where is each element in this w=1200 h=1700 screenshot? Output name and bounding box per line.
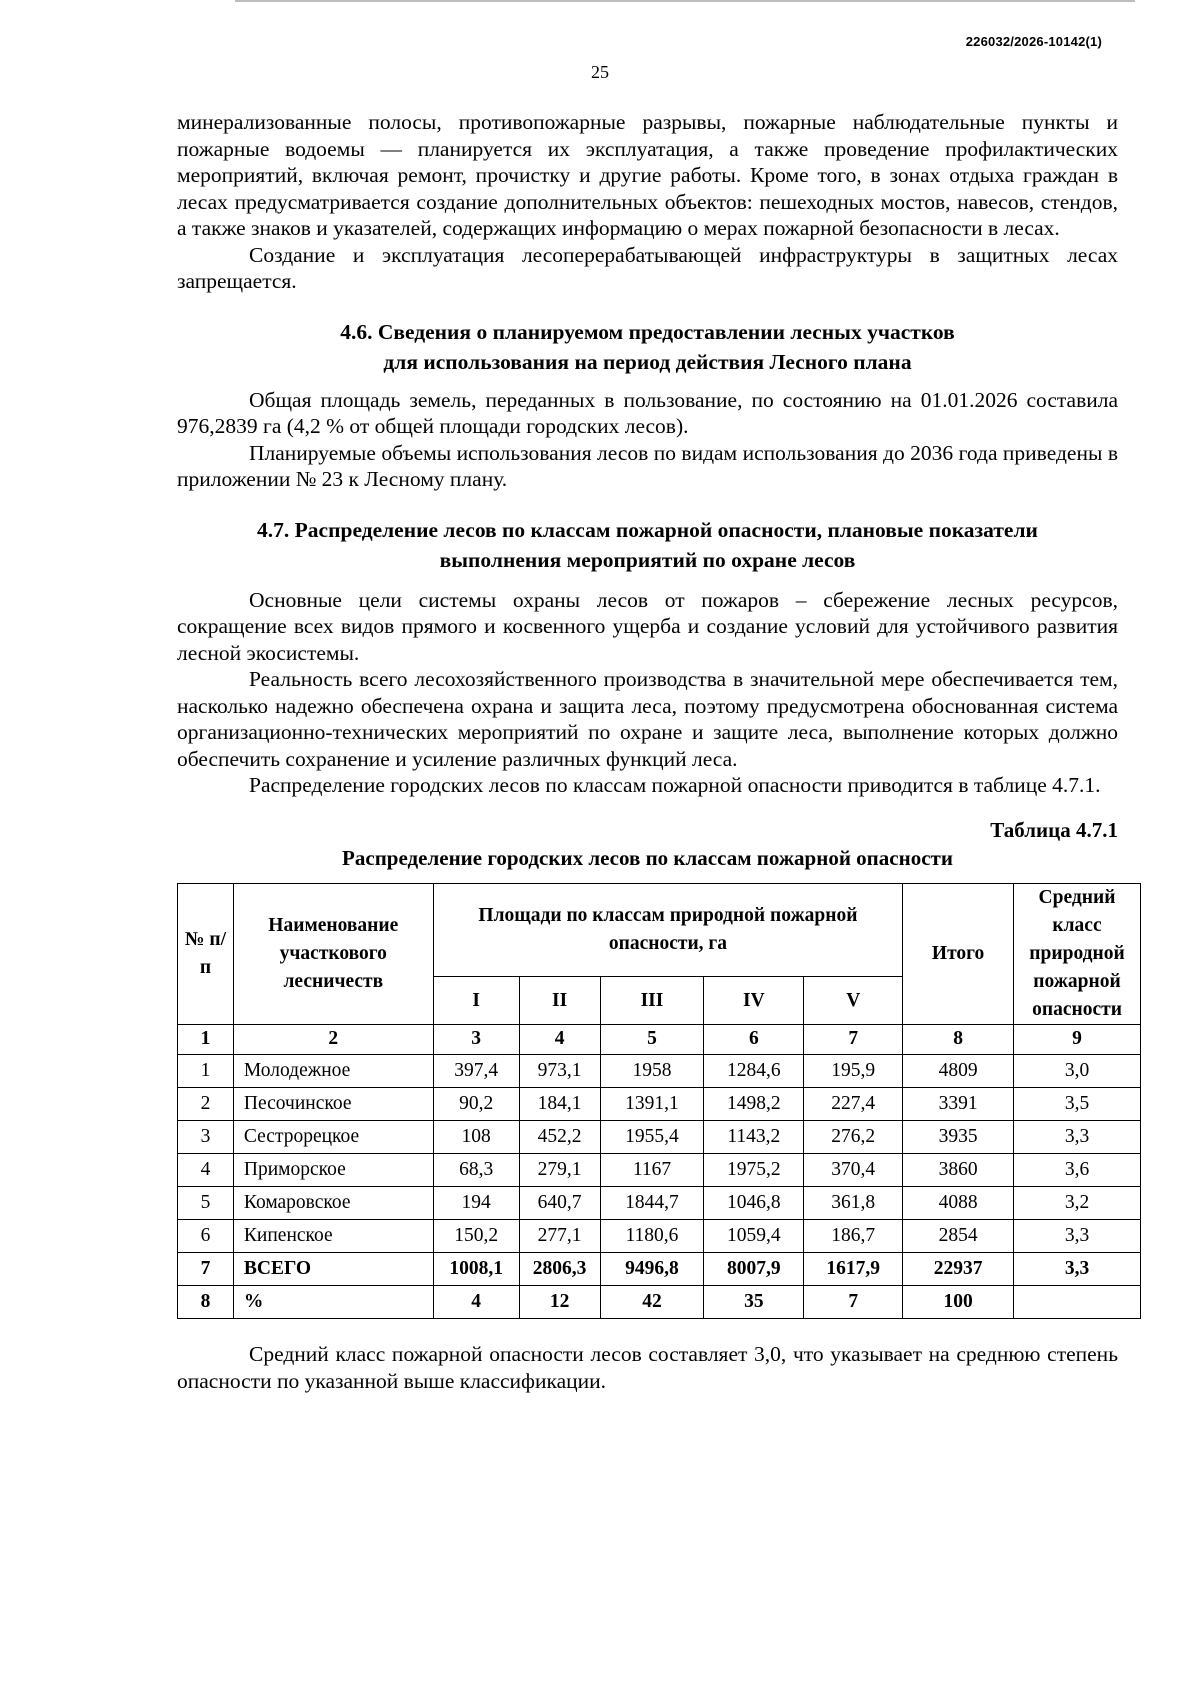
table-cell: 1975,2 xyxy=(704,1154,804,1187)
table-cell: 3,3 xyxy=(1014,1253,1141,1286)
fire-class-table xyxy=(177,883,1141,1319)
table-cell: 1955,4 xyxy=(600,1121,704,1154)
table-cell: 2806,3 xyxy=(519,1253,600,1286)
table-cell: 1059,4 xyxy=(704,1220,804,1253)
table-cell: 6 xyxy=(704,1025,804,1055)
table-cell: 3,0 xyxy=(1014,1055,1141,1088)
table-cell: 42 xyxy=(600,1286,704,1319)
table-cell: 3,3 xyxy=(1014,1121,1141,1154)
table-cell: 194 xyxy=(433,1187,519,1220)
header-num: № п/п xyxy=(178,884,234,1025)
table-cell: 4 xyxy=(178,1154,234,1187)
paragraph-distribution: Распределение городских лесов по классам пожарной опасности приводится в таблице 4.7.1. xyxy=(249,773,1101,797)
table-cell: Приморское xyxy=(233,1154,433,1187)
table-row xyxy=(178,1187,1141,1220)
table-cell: 3860 xyxy=(903,1154,1014,1187)
table-cell: ВСЕГО xyxy=(233,1253,433,1286)
table-cell: 452,2 xyxy=(519,1121,600,1154)
header-class-3: III xyxy=(600,977,704,1025)
table-cell: 277,1 xyxy=(519,1220,600,1253)
table-cell: 150,2 xyxy=(433,1220,519,1253)
section-4-7-title-line1: 4.7. Распределение лесов по классам пожарной опасности, плановые показатели xyxy=(257,517,1038,542)
table-cell: 4088 xyxy=(903,1187,1014,1220)
table-cell: 9 xyxy=(1014,1025,1141,1055)
paragraph-infrastructure: Создание и эксплуатация лесоперерабатывающей инфраструктуры в защитных лесах запрещается. xyxy=(177,242,1118,293)
table-cell: 227,4 xyxy=(804,1088,903,1121)
table-cell: 2854 xyxy=(903,1220,1014,1253)
table-cell: 8 xyxy=(178,1286,234,1319)
table-cell: 4 xyxy=(519,1025,600,1055)
table-cell: 9496,8 xyxy=(600,1253,704,1286)
table-cell: 3,5 xyxy=(1014,1088,1141,1121)
paragraph-goals: Основные цели системы охраны лесов от пожаров – сбережение лесных ресурсов, сокращение всех видов прямого и косвенного ущерба и создание условий для устойчивого развития лесной экосистемы. xyxy=(177,587,1118,665)
table-cell: 68,3 xyxy=(433,1154,519,1187)
table-cell: 276,2 xyxy=(804,1121,903,1154)
table-cell: 4 xyxy=(433,1286,519,1319)
table-cell: 8 xyxy=(903,1025,1014,1055)
section-4-7-title-line2: выполнения мероприятий по охране лесов xyxy=(439,547,856,572)
table-cell: % xyxy=(233,1286,433,1319)
table-caption: Таблица 4.7.1 xyxy=(990,817,1118,842)
table-cell: 3935 xyxy=(903,1121,1014,1154)
table-cell: 973,1 xyxy=(519,1055,600,1088)
table-cell: 1958 xyxy=(600,1055,704,1088)
paragraph-reality: Реальность всего лесохозяйственного производства в значительной мере обеспечивается тем, насколько надежно обеспечена охрана и защита леса, поэтому предусмотрена обоснованная система организационно-технических мероприятий по охране и защите леса, выполнение которых должно обеспечить сохранение и усиление различных функций леса. xyxy=(177,667,1118,771)
section-4-7-title xyxy=(177,515,1118,575)
table-cell: 2 xyxy=(178,1088,234,1121)
table-row xyxy=(178,1154,1141,1187)
table-cell: Сестрорецкое xyxy=(233,1121,433,1154)
table-cell: Комаровское xyxy=(233,1187,433,1220)
table-cell: 640,7 xyxy=(519,1187,600,1220)
table-cell: 361,8 xyxy=(804,1187,903,1220)
table-cell: 22937 xyxy=(903,1253,1014,1286)
table-cell: Кипенское xyxy=(233,1220,433,1253)
header-avg-class: Средний класс природной пожарной опасности xyxy=(1014,884,1141,1025)
header-total: Итого xyxy=(903,884,1014,1025)
header-area: Площади по классам природной пожарной опасности, га xyxy=(433,884,902,977)
table-cell: 1391,1 xyxy=(600,1088,704,1121)
table-cell: 370,4 xyxy=(804,1154,903,1187)
table-cell: 1498,2 xyxy=(704,1088,804,1121)
table-cell: 2 xyxy=(233,1025,433,1055)
paragraph-volumes: Планируемые объемы использования лесов по видам использования до 2036 года приведены в приложении № 23 к Лесному плану. xyxy=(177,440,1118,491)
total-row xyxy=(178,1253,1141,1286)
table-cell: 1 xyxy=(178,1025,234,1055)
header-name: Наименование участкового лесничеств xyxy=(233,884,433,1025)
section-4-6-title xyxy=(177,317,1118,377)
paragraph-area: Общая площадь земель, переданных в пользование, по состоянию на 01.01.2026 составила 976,2839 га (4,2 % от общей площади городских лесов). xyxy=(177,387,1118,438)
paragraph-conclusion: Средний класс пожарной опасности лесов составляет 3,0, что указывает на среднюю степень опасности по указанной выше классификации. xyxy=(177,1342,1118,1393)
table-cell: 12 xyxy=(519,1286,600,1319)
table-cell: 3,3 xyxy=(1014,1220,1141,1253)
table-cell: 4809 xyxy=(903,1055,1014,1088)
table-cell: 1143,2 xyxy=(704,1121,804,1154)
table-cell: 5 xyxy=(178,1187,234,1220)
table-cell: 7 xyxy=(804,1025,903,1055)
percent-row xyxy=(178,1286,1141,1319)
table-row xyxy=(178,1055,1141,1088)
table-cell: 1046,8 xyxy=(704,1187,804,1220)
table-cell: 3,2 xyxy=(1014,1187,1141,1220)
header-class-4: IV xyxy=(704,977,804,1025)
table-cell: 3 xyxy=(433,1025,519,1055)
table-cell: 1844,7 xyxy=(600,1187,704,1220)
table-cell: 184,1 xyxy=(519,1088,600,1121)
paragraph-continuation: минерализованные полосы, противопожарные разрывы, пожарные наблюдательные пункты и пожарные водоемы — планируется их эксплуатация, а также проведение профилактических мероприятий, включая ремонт, прочистку и другие работы. Кроме того, в зонах отдыха граждан в лесах предусматривается создание дополнительных объектов: пешеходных мостов, навесов, стендов, а также знаков и указателей, содержащих информацию о мерах пожарной безопасности в лесах. xyxy=(177,110,1118,240)
document-id: 226032/2026-10142(1) xyxy=(965,34,1102,49)
section-4-6-title-line1: 4.6. Сведения о планируемом предоставлении лесных участков xyxy=(340,319,955,344)
table-cell: 1617,9 xyxy=(804,1253,903,1286)
table-cell: 35 xyxy=(704,1286,804,1319)
table-cell: 1167 xyxy=(600,1154,704,1187)
table-cell: 186,7 xyxy=(804,1220,903,1253)
table-cell: Молодежное xyxy=(233,1055,433,1088)
header-class-2: II xyxy=(519,977,600,1025)
column-number-row xyxy=(178,1025,1141,1055)
table-cell: 90,2 xyxy=(433,1088,519,1121)
page-content xyxy=(177,109,1125,1394)
page-number: 25 xyxy=(591,62,609,82)
table-cell: 3,6 xyxy=(1014,1154,1141,1187)
table-cell: 195,9 xyxy=(804,1055,903,1088)
table-row xyxy=(178,1121,1141,1154)
table-cell: 100 xyxy=(903,1286,1014,1319)
table-cell: 7 xyxy=(178,1253,234,1286)
table-cell: 1 xyxy=(178,1055,234,1088)
table-row xyxy=(178,1088,1141,1121)
header-class-5: V xyxy=(804,977,903,1025)
table-cell: 279,1 xyxy=(519,1154,600,1187)
table-cell: 5 xyxy=(600,1025,704,1055)
table-cell: 1180,6 xyxy=(600,1220,704,1253)
section-4-6-title-line2: для использования на период действия Лесного плана xyxy=(383,349,912,374)
table-cell xyxy=(1014,1286,1141,1319)
table-title: Распределение городских лесов по классам пожарной опасности xyxy=(342,846,953,870)
table-cell: 7 xyxy=(804,1286,903,1319)
scan-top-rule xyxy=(235,0,1135,2)
table-cell: 1008,1 xyxy=(433,1253,519,1286)
table-cell: 397,4 xyxy=(433,1055,519,1088)
table-cell: 108 xyxy=(433,1121,519,1154)
table-cell: 6 xyxy=(178,1220,234,1253)
table-row xyxy=(178,1220,1141,1253)
table-cell: 3391 xyxy=(903,1088,1014,1121)
table-cell: Песочинское xyxy=(233,1088,433,1121)
table-cell: 8007,9 xyxy=(704,1253,804,1286)
table-cell: 3 xyxy=(178,1121,234,1154)
table-cell: 1284,6 xyxy=(704,1055,804,1088)
header-class-1: I xyxy=(433,977,519,1025)
